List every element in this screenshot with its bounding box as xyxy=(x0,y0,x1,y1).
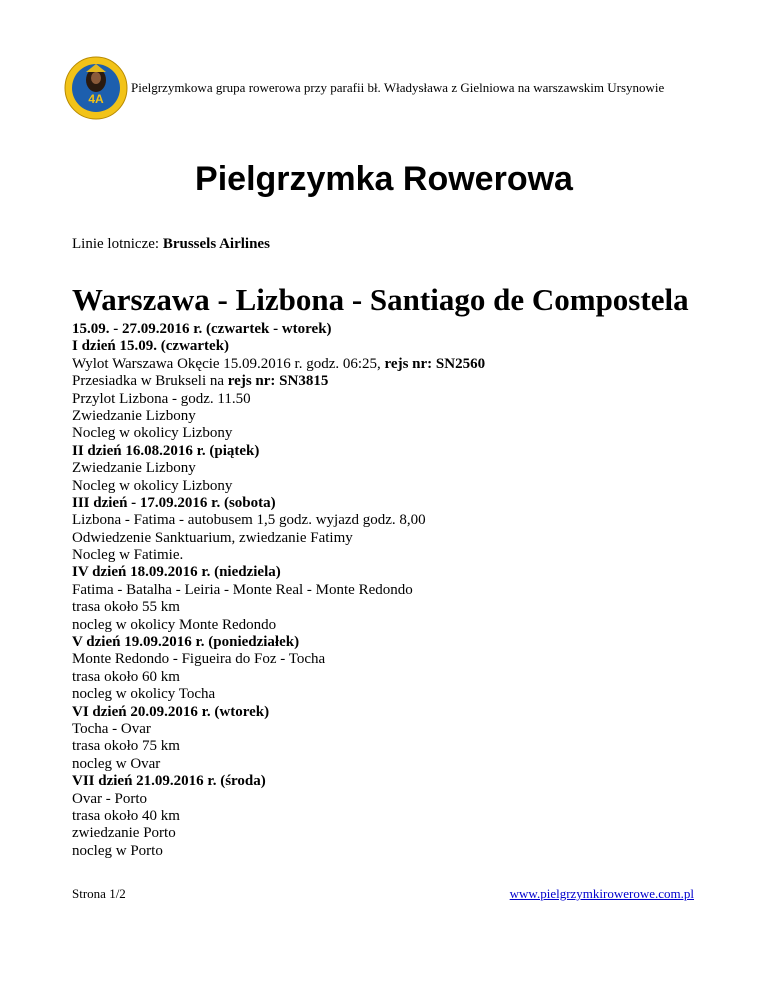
itinerary-text: Wylot Warszawa Okęcie 15.09.2016 r. godz. 06:25, xyxy=(72,355,385,372)
itinerary-text: Nocleg w okolicy Lizbony xyxy=(72,425,233,442)
airline-line xyxy=(72,236,270,253)
itinerary-day-heading xyxy=(72,338,485,355)
header-text: Pielgrzymkowa grupa rowerowa przy parafii bł. Władysława z Gielniowa na warszawskim Ursynowie xyxy=(131,80,665,95)
page-header xyxy=(64,56,704,120)
itinerary-line xyxy=(72,651,485,668)
itinerary-day-heading xyxy=(72,773,485,790)
itinerary-text: trasa około 55 km xyxy=(72,599,180,616)
itinerary-text: Przylot Lizbona - godz. 11.50 xyxy=(72,390,251,407)
itinerary-line xyxy=(72,669,485,686)
svg-text:GRUPA ROWEROWA: GRUPA ROWEROWA xyxy=(73,96,119,113)
itinerary-line xyxy=(72,843,485,860)
itinerary-line xyxy=(72,478,485,495)
itinerary-text: trasa około 60 km xyxy=(72,668,180,685)
itinerary-line xyxy=(72,356,485,373)
itinerary-line xyxy=(72,512,485,529)
itinerary-text: II dzień 16.08.2016 r. (piątek) xyxy=(72,442,260,459)
itinerary-line xyxy=(72,617,485,634)
itinerary-day-heading xyxy=(72,634,485,651)
itinerary-text: VI dzień 20.09.2016 r. (wtorek) xyxy=(72,703,270,720)
itinerary-text: VII dzień 21.09.2016 r. (środa) xyxy=(72,773,266,790)
itinerary-line xyxy=(72,756,485,773)
itinerary-text: nocleg w Ovar xyxy=(72,755,161,772)
itinerary-line xyxy=(72,738,485,755)
itinerary-text: Ovar - Porto xyxy=(72,790,147,807)
itinerary-text: Fatima - Batalha - Leiria - Monte Real - Monte Redondo xyxy=(72,581,413,598)
itinerary-text: Monte Redondo - Figueira do Foz - Tocha xyxy=(72,651,326,668)
group-logo xyxy=(64,56,128,120)
itinerary-day-heading xyxy=(72,495,485,512)
itinerary-line xyxy=(72,808,485,825)
itinerary-text: 15.09. - 27.09.2016 r. (czwartek - wtorek) xyxy=(72,321,332,337)
airline-label: Linie lotnicze: xyxy=(72,236,163,252)
itinerary-text: Nocleg w okolicy Lizbony xyxy=(72,477,233,494)
itinerary-day-heading xyxy=(72,321,485,338)
itinerary-day-heading xyxy=(72,704,485,721)
itinerary-line xyxy=(72,547,485,564)
itinerary-text: Zwiedzanie Lizbony xyxy=(72,460,196,477)
itinerary-text: Odwiedzenie Sanktuarium, zwiedzanie Fatimy xyxy=(72,529,353,546)
itinerary-line xyxy=(72,530,485,547)
itinerary-text: I dzień 15.09. (czwartek) xyxy=(72,338,230,355)
itinerary-text: Lizbona - Fatima - autobusem 1,5 godz. wyjazd godz. 8,00 xyxy=(72,512,426,529)
route-title: Warszawa - Lizbona - Santiago de Compostela xyxy=(72,282,689,317)
itinerary-line xyxy=(72,582,485,599)
page-number: Strona 1/2 xyxy=(72,886,126,901)
itinerary-line xyxy=(72,686,485,703)
itinerary-text: Przesiadka w Brukseli na xyxy=(72,373,228,390)
itinerary-line xyxy=(72,825,485,842)
itinerary-line xyxy=(72,460,485,477)
flight-number: rejs nr: SN3815 xyxy=(227,373,329,390)
itinerary-text: IV dzień 18.09.2016 r. (niedziela) xyxy=(72,564,281,581)
svg-text:4A: 4A xyxy=(88,92,104,106)
itinerary-text: nocleg w okolicy Monte Redondo xyxy=(72,616,277,633)
itinerary-line xyxy=(72,599,485,616)
itinerary-text: III dzień - 17.09.2016 r. (sobota) xyxy=(72,494,276,511)
itinerary-text: Nocleg w Fatimie. xyxy=(72,547,184,564)
itinerary-text: nocleg w okolicy Tocha xyxy=(72,686,216,703)
itinerary-line xyxy=(72,721,485,738)
itinerary-text: Zwiedzanie Lizbony xyxy=(72,407,196,424)
itinerary-day-heading xyxy=(72,564,485,581)
website-link[interactable]: www.pielgrzymkirowerowe.com.pl xyxy=(509,886,694,901)
itinerary-text: trasa około 75 km xyxy=(72,738,180,755)
itinerary-line xyxy=(72,373,485,390)
itinerary-line xyxy=(72,791,485,808)
itinerary-text: nocleg w Porto xyxy=(72,842,163,859)
itinerary-text: trasa około 40 km xyxy=(72,807,180,824)
itinerary-line xyxy=(72,408,485,425)
itinerary xyxy=(72,321,485,860)
airline-name: Brussels Airlines xyxy=(162,236,270,252)
itinerary-day-heading xyxy=(72,443,485,460)
itinerary-text: Tocha - Ovar xyxy=(72,720,151,737)
itinerary-text: zwiedzanie Porto xyxy=(72,825,176,842)
itinerary-line xyxy=(72,391,485,408)
page-title: Pielgrzymka Rowerowa xyxy=(195,160,573,198)
flight-number: rejs nr: SN2560 xyxy=(384,355,486,372)
itinerary-line xyxy=(72,425,485,442)
itinerary-text: V dzień 19.09.2016 r. (poniedziałek) xyxy=(72,634,300,651)
